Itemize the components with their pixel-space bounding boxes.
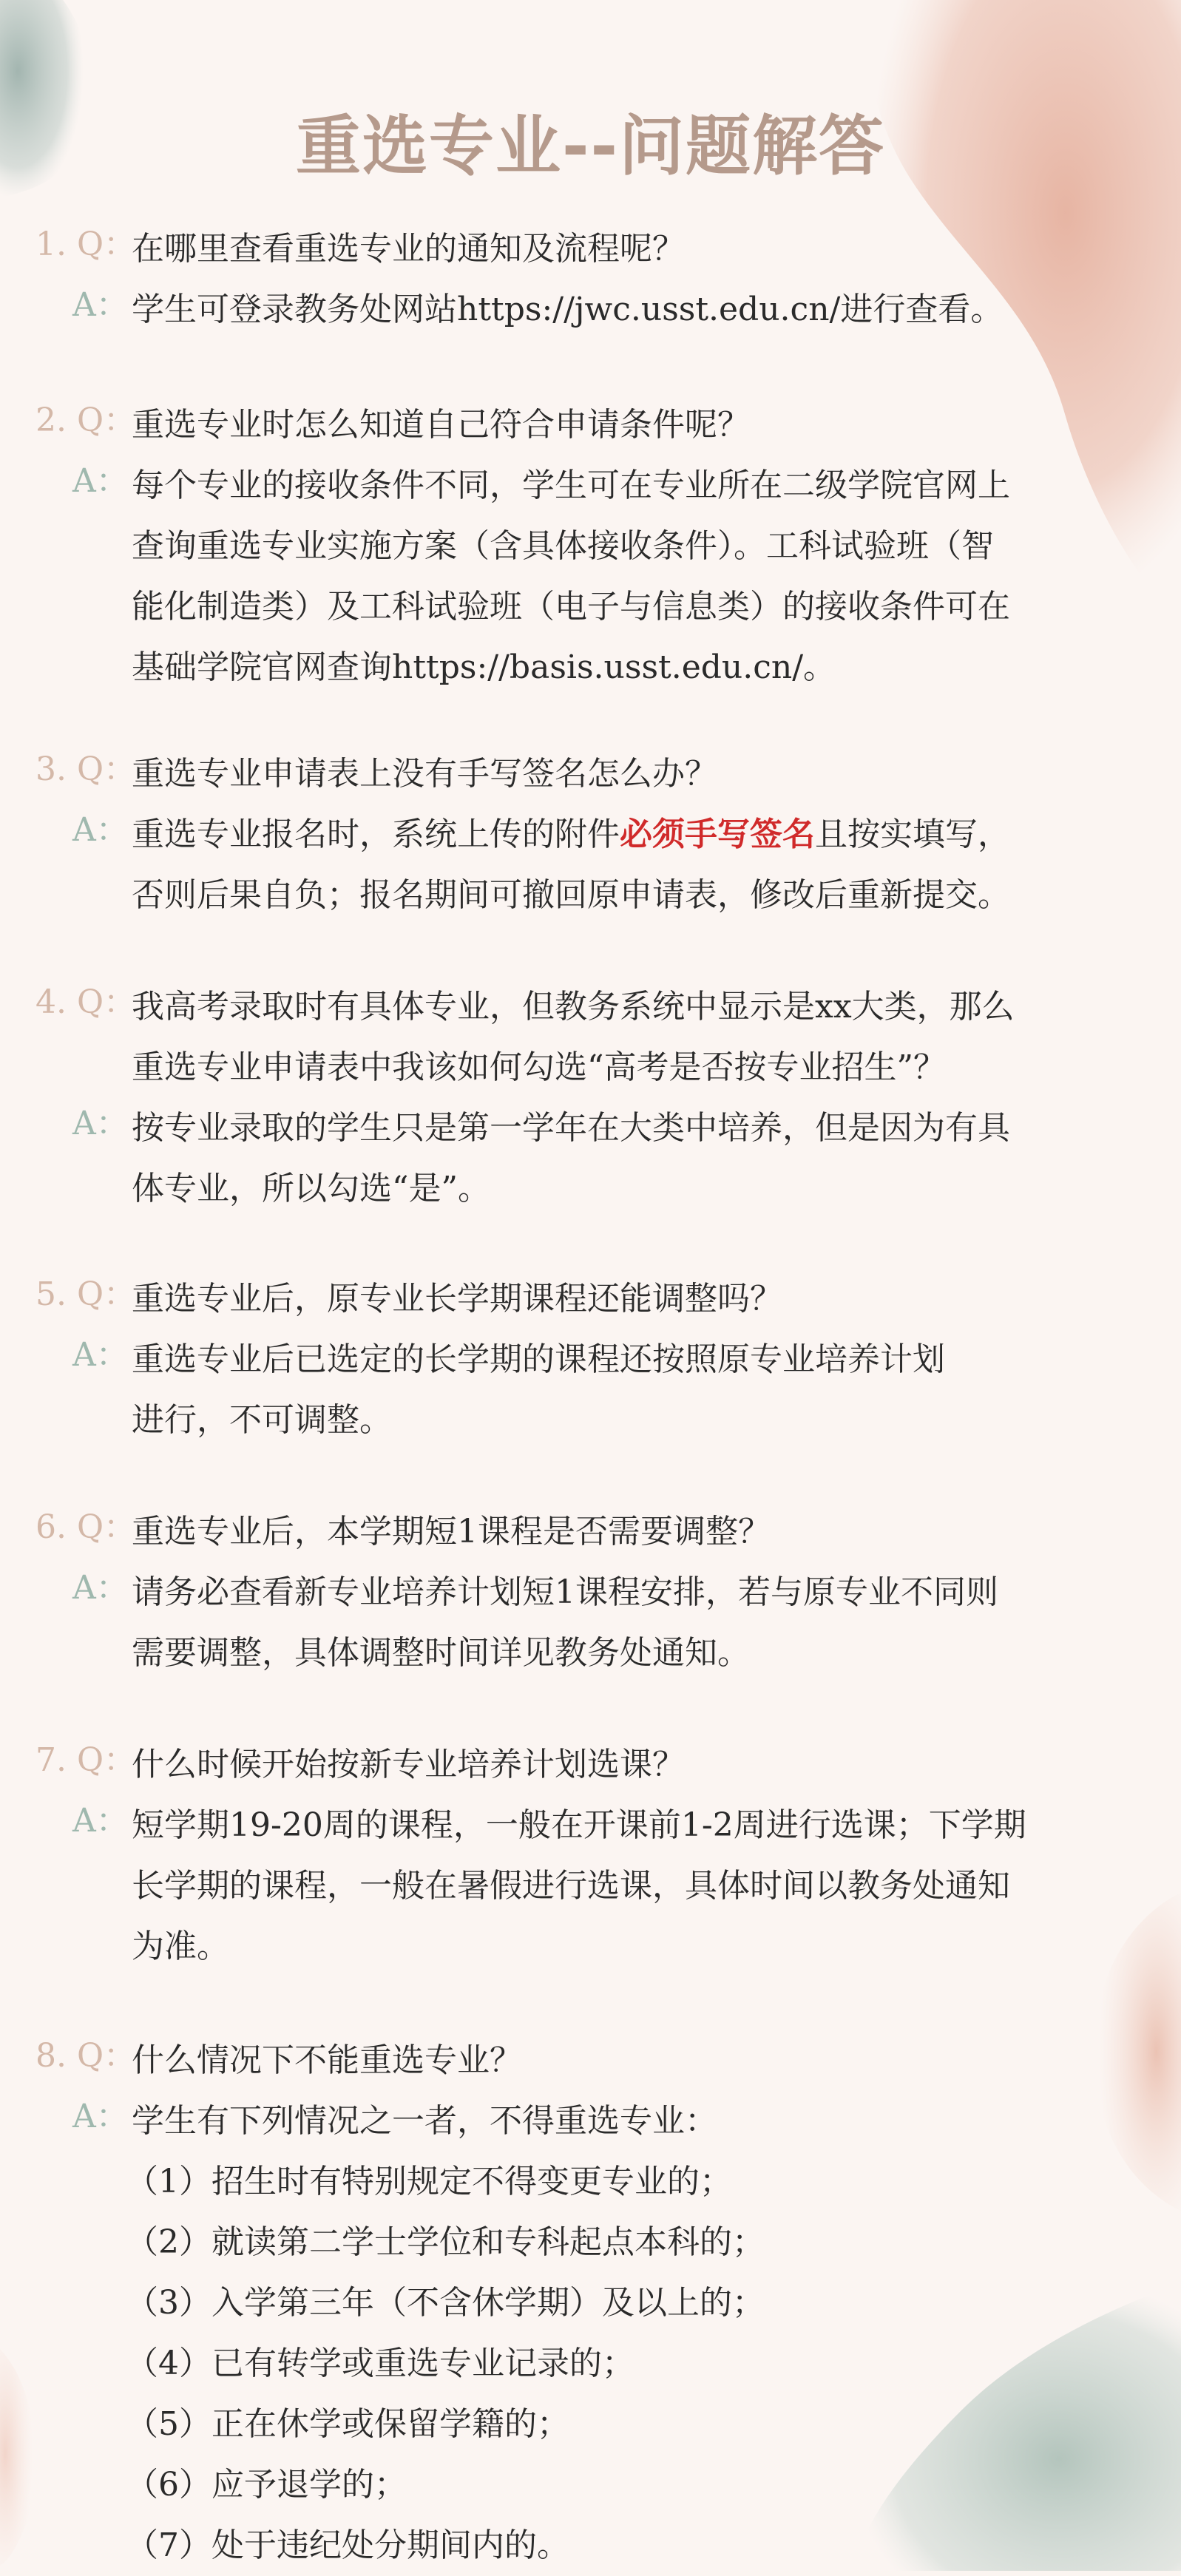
question-row [0,214,1181,275]
list-item: （7）处于违纪处分期间内的。 [126,2526,569,2564]
qa-item-4 [0,972,1181,1215]
answer-label: A： [72,1336,129,1374]
question-label: 6. Q： [35,1508,137,1546]
question-row [0,1497,1181,1558]
question-label: 1. Q： [35,226,137,263]
question-text: 在哪里查看重选专业的通知及流程呢？ [132,230,685,268]
list-item: （2）就读第二学士学位和专科起点本科的； [126,2223,765,2261]
answer-text: 学生有下列情况之一者，不得重选专业： （1）招生时有特别规定不得变更专业的； （2）就读第二学士学位和专科起点本科的； （3）入学第三年（不含休学期）及以上的； （4）已有转学或重选专业记录的； （5）正在休学或保留学籍的； （6）应予退学的； （7）处于违纪处分期间内的。 [132,2091,1152,2576]
answer-label: A： [72,1105,129,1142]
answer-label: A： [72,811,129,849]
answer-row [0,800,1181,921]
list-item: （1）招生时有特别规定不得变更专业的； [126,2163,732,2200]
qa-item-7 [0,1730,1181,1973]
list-item: （5）正在休学或保留学籍的； [126,2405,569,2443]
question-row [0,1264,1181,1325]
answer-row [0,2087,1181,2572]
question-text: 重选专业后，本学期短1课程是否需要调整？ [132,1513,771,1550]
question-text: 什么时候开始按新专业培养计划选课？ [132,1746,685,1783]
list-item: （3）入学第三年（不含休学期）及以上的； [126,2284,765,2322]
question-row [0,390,1181,451]
list-item: （4）已有转学或重选专业记录的； [126,2345,635,2382]
question-label: 5. Q： [35,1275,137,1313]
qa-item-8 [0,2026,1181,2572]
question-text: 我高考录取时有具体专业，但教务系统中显示是xx大类，那么 重选专业申请表中我该如何勾选“高考是否按专业招生”？ [132,988,1015,1086]
answer-row [0,1094,1181,1215]
answer-label: A： [72,462,129,500]
qa-item-5 [0,1264,1181,1446]
qa-item-2 [0,390,1181,694]
answer-text: 重选专业后已选定的长学期的课程还按照原专业培养计划 进行，不可调整。 [132,1340,945,1439]
answer-row [0,275,1181,336]
answer-row [0,451,1181,694]
question-text: 重选专业后，原专业长学期课程还能调整吗？ [132,1280,782,1318]
question-label: 2. Q： [35,401,137,439]
highlight-text: 必须手写签名 [620,816,815,853]
question-row [0,739,1181,800]
page-title: 重选专业--问题解答 [295,108,886,184]
question-row [0,2026,1181,2087]
answer-row [0,1325,1181,1446]
answer-label: A： [72,1802,129,1840]
question-text: 什么情况下不能重选专业？ [132,2041,522,2079]
answer-label: A： [72,286,129,324]
answer-text: 短学期19-20周的课程，一般在开课前1-2周进行选课；下学期 长学期的课程，一般在暑假进行选课，具体时间以教务处通知 为准。 [132,1806,1026,1965]
question-text: 重选专业申请表上没有手写签名怎么办？ [132,755,717,793]
answer-text: 按专业录取的学生只是第一学年在大类中培养，但是因为有具 体专业，所以勾选“是”。 [132,1109,1010,1207]
answer-text: 每个专业的接收条件不同，学生可在专业所在二级学院官网上 查询重选专业实施方案（含具体接收条件）。工科试验班（智 能化制造类）及工科试验班（电子与信息类）的接收条件可在 基础学院官网查询https://basis.usst.edu.cn/。 [132,467,1010,686]
answer-row [0,1791,1181,1973]
qa-item-1 [0,214,1181,336]
question-row [0,972,1181,1094]
answer-text: 重选专业报名时，系统上传的附件必须手写签名且按实填写， 否则后果自负；报名期间可撤回原申请表，修改后重新提交。 [132,816,1010,914]
question-label: 8. Q： [35,2037,137,2075]
answer-row [0,1558,1181,1679]
answer-text: 请务必查看新专业培养计划短1课程安排，若与原专业不同则 需要调整，具体调整时间详见教务处通知。 [132,1573,998,1672]
qa-item-3 [0,739,1181,921]
question-label: 7. Q： [35,1741,137,1779]
answer-label: A： [72,2098,129,2135]
question-text: 重选专业时怎么知道自己符合申请条件呢？ [132,406,750,444]
question-label: 4. Q： [35,983,137,1021]
answer-label: A： [72,1569,129,1607]
list-item: （6）应予退学的； [126,2466,407,2504]
question-row [0,1730,1181,1791]
answer-text: 学生可登录教务处网站https://jwc.usst.edu.cn/进行查看。 [132,291,1004,328]
qa-item-6 [0,1497,1181,1679]
question-label: 3. Q： [35,750,137,788]
